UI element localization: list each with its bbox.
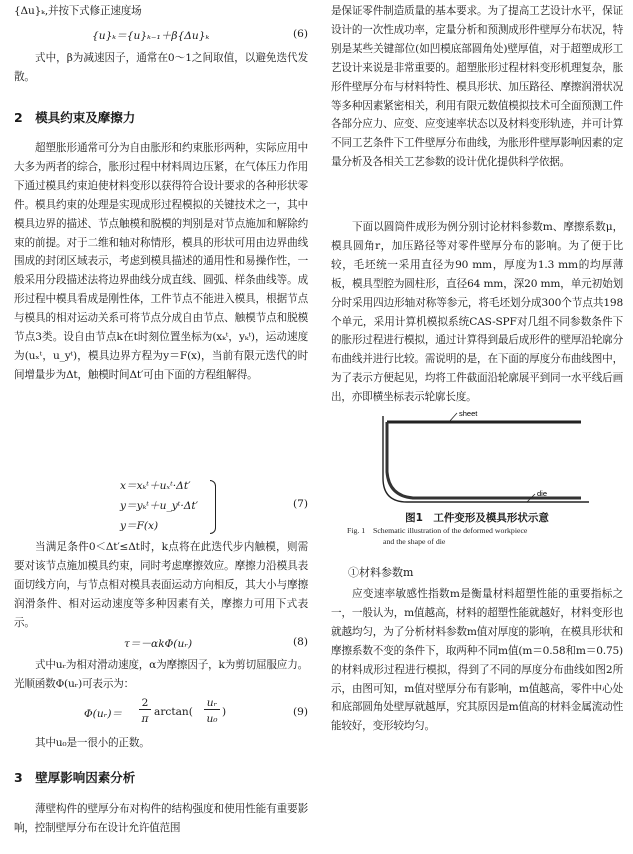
equation-9-lhs: Φ(uᵣ)＝ <box>84 708 123 720</box>
section-3-heading: 3 壁厚影响因素分析 <box>14 770 136 785</box>
paragraph-right-top: 是保证零件制造质量的基本要求。为了提高工艺设计水平，保证设计的一次性成功率，定量分析和预测成形件壁厚分布状况，特别是某些关键部位(如凹模底部圆角处)壁厚值，对于超塑成形工艺设计来说是非常重要的。超塑胀形过程材料变形机理复杂，胀形件壁厚分布与材料特性、模具形状、加压路径、摩擦润滑状况等多种因素紧密相关，利用有限元数值模拟技术可全面预测工件各部分应力、应变、应变速率状态以及材料变形轨迹，并可计算不同工艺条件下工件壁厚分布曲线，为胀形件壁厚影响因素的定量分析及各相关工艺参数的设计优化提供科学依据。 <box>331 5 623 169</box>
paragraph-beta: 式中，β为减速因子，通常在0～1之间取值，以避免迭代发散。 <box>14 52 308 83</box>
equation-7-line-1: x＝xₖᵗ＋uₓᵗ·Δt′ <box>120 480 191 492</box>
equation-8 <box>14 636 308 654</box>
equation-6-number: (6) <box>292 28 308 40</box>
sheet-profile <box>387 422 581 498</box>
equation-9-arctan: arctan( <box>154 706 193 718</box>
die-outline <box>383 416 589 502</box>
figure-1-caption-en-2: and the shape of die <box>383 537 446 546</box>
equation-8-body: τ＝－αkΦ(uᵣ) <box>124 638 193 650</box>
sheet-label: sheet <box>459 410 478 418</box>
equation-9-inner-denominator: u₀ <box>206 713 218 725</box>
paragraph-simulation: 下面以圆筒件成形为例分别讨论材料参数m、摩擦系数μ，模具圆角r，加压路径等对零件壁厚分布的影响。为了便于比较，毛坯统一采用直径为90 mm，厚度为1.3 mm的均厚薄板，模具型腔为圆柱形，直径64 mm，深20 mm，单元初始划分时采用四边形轴对称等参元，将毛坯划分成300个节点共198个单元，采用计算机模拟系统CAS-SPF对几组不同参数条件下的胀形过程进行模拟，通过计算得到最后成形件的壁厚沿轮廓分布曲线并进行比较。需说明的是，在下面的厚度分布曲线图中，为了表示方便起见，均将工件截面沿轮廓展平到同一水平线后画出，亦即横坐标表示轮廓长度。 <box>331 221 623 404</box>
equation-9-close: ) <box>222 706 227 718</box>
figure-1-caption-zh: 图1 工件变形及模具形状示意 <box>405 512 549 524</box>
paragraph-section-3: 薄壁构件的壁厚分布对构件的结构强度和使用性能有重要影响，控制壁厚分布在设计允许值范围 <box>14 803 308 834</box>
equation-7-line-3: y＝F(x) <box>120 520 159 532</box>
equation-7-brace <box>210 480 216 534</box>
left-column <box>14 0 308 854</box>
die-label: die <box>537 489 548 498</box>
equation-6-body: {u}ₖ＝{u}ₖ₋₁＋β{Δu}ₖ <box>92 30 210 42</box>
equation-6 <box>14 28 308 46</box>
equation-9-frac-denominator: π <box>141 713 149 725</box>
equation-9-inner-numerator: uᵣ <box>204 697 220 710</box>
paragraph-contact: 当满足条件0＜Δt′≤Δt时，k点将在此迭代步内触模，则需要对该节点施加模具约束，同时考虑摩擦效应。摩擦力沿模具表面切线方向，与节点相对模具表面运动方向相反，其大小与摩擦润滑条件、相对运动速度等多种因素有关，摩擦力可用下式表示。 <box>14 541 308 629</box>
paragraph-m-value: 应变速率敏感性指数m是衡量材料超塑性能的重要指标之一，一般认为，m值越高，材料的超塑性能就越好，材料变形也就越均匀，为了分析材料参数m值对厚度的影响，在模具形状和摩擦系数不变的条件下，取两种不同m值(m＝0.58和m＝0.75)的材料成形过程进行模拟，得到了不同的厚度分布曲线如图2所示，由图可知，m值对壁厚分布有影响，m值越高，零件中心处和底部圆角处壁厚就越厚，究其原因是m值高的材料金属流动性能较好，变形较均匀。 <box>331 588 623 733</box>
paragraph-u0: 其中u₀是一很小的正数。 <box>35 737 150 749</box>
equation-7-line-2: y＝yₖᵗ＋u_yᵗ·Δt′ <box>120 500 199 512</box>
paragraph-friction: 式中uᵣ为相对滑动速度，α为摩擦因子，k为剪切屈服应力。光顺函数Φ(uᵣ)可表示为： <box>14 659 308 690</box>
equation-7 <box>14 478 308 538</box>
section-2-heading: 2 模具约束及摩擦力 <box>14 110 136 125</box>
equation-9 <box>14 697 308 731</box>
equation-9-frac-numerator: 2 <box>139 697 151 710</box>
top-line: {Δu}ₖ,并按下式修正速度场 <box>14 5 142 17</box>
figure-1 <box>331 410 623 545</box>
figure-1-drawing <box>331 410 623 510</box>
subheading-material-m: ①材料参数m <box>348 566 414 579</box>
right-column <box>331 0 623 854</box>
equation-7-number: (7) <box>292 498 308 510</box>
figure-1-caption-en-1: Fig. 1 Schematic illustration of the deformed workpiece <box>347 526 528 535</box>
paragraph-section-2: 超塑胀形通常可分为自由胀形和约束胀形两种，实际应用中大多为两者的综合，胀形过程中材料周边压紧，在气体压力作用下通过模具约束迫使材料变形以获得符合设计要求的各种形状零件。模具约束的处理是实现成形过程模拟的关键技术之一，其中模具边界的描述、节点触模和脱模的判别是对节点施加和解除约束的前提。对于二维和轴对称情形，模具的形状可用由边界曲线围成的封闭区域表示，考虑到模具描述的通用性和易操作性，一般采用分段描述法将边界曲线分成直线、圆弧、样条曲线等。成形过程中模具看成是刚性体，工件节点不能进入模具，根据节点与模具的相对运动关系可将节点分成自由节点、触模节点和脱模节点3类。设自由节点k在t时刻位置坐标为(xₖᵗ，yₖᵗ)，运动速度为(uₓᵗ，u_yᵗ)，模具边界方程为y＝F(x)，当前有限元迭代的时间增量步为Δt，触模时间Δt′可由下面的方程组解得。 <box>14 142 308 381</box>
equation-9-number: (9) <box>292 706 308 718</box>
equation-8-number: (8) <box>292 636 308 648</box>
